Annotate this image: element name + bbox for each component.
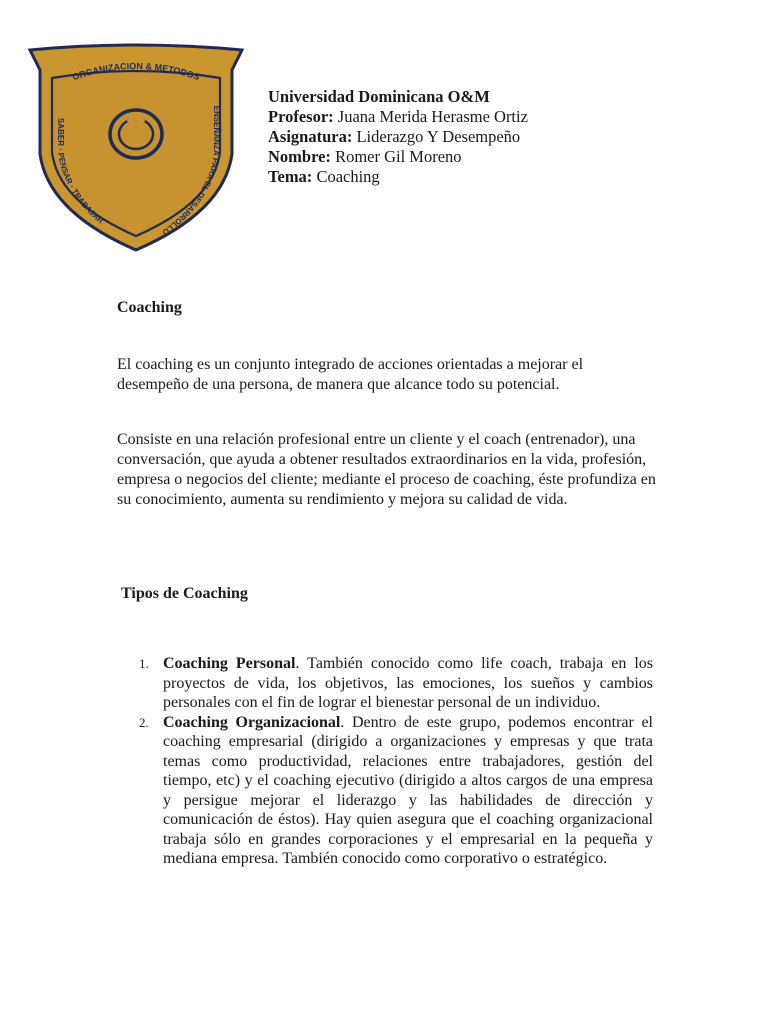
university-shield-logo [24,42,248,254]
profesor-label: Profesor: [268,107,334,126]
asignatura-value: Liderazgo Y Desempeño [352,127,521,146]
tema-line [268,167,528,187]
asignatura-label: Asignatura: [268,127,353,146]
section-title-tipos: Tipos de Coaching [121,585,248,602]
asignatura-line [268,127,528,147]
nombre-label: Nombre: [268,147,331,166]
list-item-term: Coaching Organizacional [163,713,341,731]
list-item-number: 1. [139,656,149,671]
section-title-coaching: Coaching [117,299,182,316]
document-header [268,87,528,187]
coaching-types-list [117,654,653,869]
nombre-line [268,147,528,167]
paragraph-relation: Consiste en una relación profesional entre un cliente y el coach (entrenador), una conversación, que ayuda a obtener resultados extraordinarios en la vida, profesión, empresa o negocios del cliente; mediante el proceso de coaching, éste profundiza en su conocimiento, aumenta su rendimiento y mejora su calidad de vida. [117,431,656,508]
list-item-term: Coaching Personal [163,655,296,672]
university-name: Universidad Dominicana O&M [268,87,490,106]
list-item-text: . También conocido como life coach, trabaja en los proyectos de vida, los objetivos, las emociones, los sueños y cambios personales con el fin de lograr el bienestar personal de un individuo. [163,655,654,711]
shield-icon [24,42,248,254]
list-item [117,713,653,869]
list-item-number: 2. [139,714,149,730]
list-item-text: . Dentro de este grupo, podemos encontrar el coaching empresarial (dirigido a organizaciones y empresas y que trata temas como productividad, relaciones entre trabajadores, gestión del tiempo, etc) y el coaching ejecutivo (dirigido a altos cargos de una empresa y persigue mejorar el liderazgo y las habilidades de dirección y comunicación de éstos). Hay quien asegura que el coaching organizacional trabaja sólo en grandes corporaciones y el empresarial en la pequeña y mediana empresa. También conocido como corporativo o estratégico. [163,713,653,867]
logo-right-text: ENSEÑANZA PARA EL DESARROLLO [160,105,222,237]
paragraph-definition: El coaching es un conjunto integrado de acciones orientadas a mejorar el desempeño de una persona, de manera que alcance todo su potencial. [117,356,584,393]
list-item [117,654,653,713]
logo-left-text: SABER · PENSAR · TRABAJAR [55,117,106,226]
nombre-value: Romer Gil Moreno [330,147,462,166]
profesor-value: Juana Merida Herasme Ortiz [333,107,528,126]
tema-value: Coaching [312,167,380,186]
profesor-line [268,107,528,127]
tema-label: Tema: [268,167,313,186]
logo-top-text: ORGANIZACION & METODOS [71,60,201,83]
